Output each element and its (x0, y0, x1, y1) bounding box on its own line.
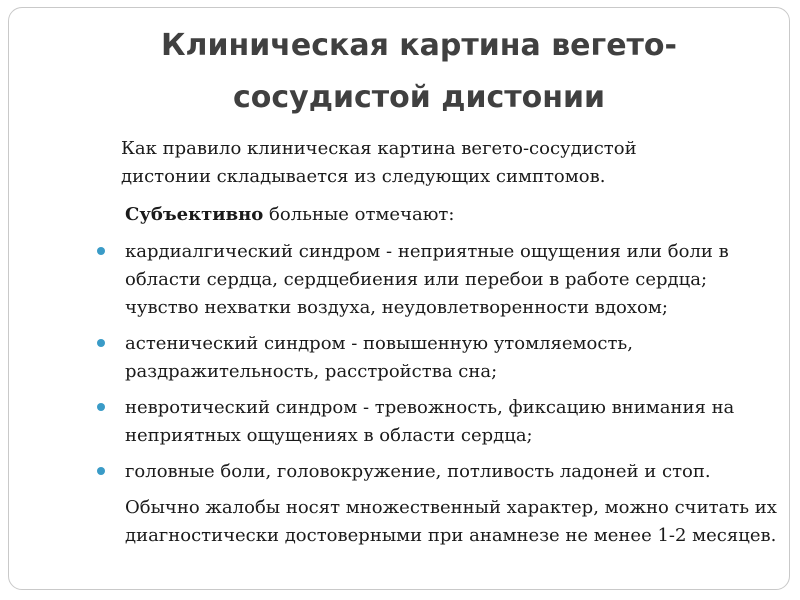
symptom-text-cardialgic: кардиалгический синдром - неприятные ощущения или боли в области сердца, сердцебиения или перебои в работе сердца; чувство нехватки воздуха, неудовлетворенности вдохом; (125, 241, 729, 318)
bullet-dot-icon (97, 403, 105, 411)
bullet-dot-icon (97, 247, 105, 255)
symptom-text-asthenic: астенический синдром - повышенную утомляемость, раздражительность, расстройства сна; (125, 333, 633, 382)
list-item (97, 458, 777, 486)
symptom-text-headache: головные боли, головокружение, потливость ладоней и стоп. (125, 461, 711, 482)
symptom-text-neurotic: невротический синдром - тревожность, фиксацию внимания на неприятных ощущениях в области сердца; (125, 397, 735, 446)
list-item (97, 330, 777, 386)
slide-frame (8, 7, 790, 590)
intro-paragraph (97, 135, 777, 191)
subjective-rest: больные отмечают: (263, 204, 455, 225)
subjective-paragraph (97, 201, 777, 229)
intro-line-2: дистонии складывается из следующих симптомов. (121, 166, 606, 187)
slide-body (97, 135, 777, 550)
bullet-dot-icon (97, 467, 105, 475)
intro-line-1: Как правило клиническая картина вегето-сосудистой (121, 138, 637, 159)
subjective-bold: Субъективно (125, 204, 264, 225)
list-item (97, 394, 777, 450)
list-item (97, 238, 777, 322)
slide-title: Клиническая картина вегето-сосудистой дистонии (160, 28, 677, 115)
conclusion-paragraph: Обычно жалобы носят множественный характер, можно считать их диагностически достоверными при анамнезе не менее 1-2 месяцев. (125, 497, 777, 546)
symptom-list (97, 238, 777, 486)
bullet-dot-icon (97, 339, 105, 347)
